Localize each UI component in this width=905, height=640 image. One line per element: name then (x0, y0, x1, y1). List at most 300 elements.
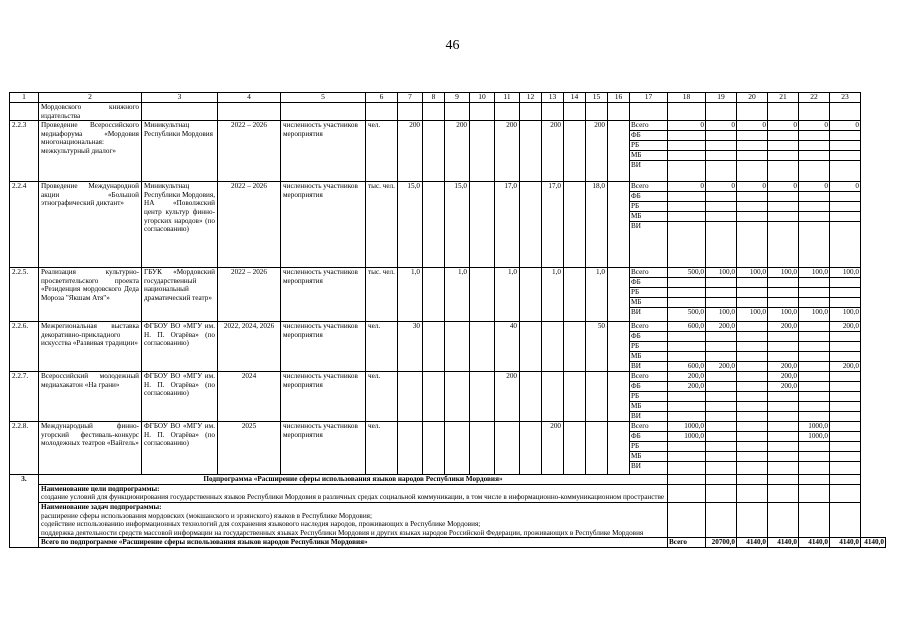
empty-cell (768, 103, 799, 121)
finance-value: 500,0 (668, 268, 706, 278)
finance-value (799, 212, 830, 222)
finance-value (830, 212, 861, 222)
finance-value (768, 222, 799, 268)
plan-value (564, 268, 586, 322)
activity-number: 2.2.3 (10, 121, 39, 182)
finance-value (768, 212, 799, 222)
finance-source: Всего (630, 268, 668, 278)
finance-value: 0 (799, 121, 830, 131)
finance-value (668, 332, 706, 342)
plan-value (520, 182, 542, 268)
plan-value (520, 268, 542, 322)
finance-source: ВИ (630, 462, 668, 475)
finance-value (706, 342, 737, 352)
finance-value (830, 141, 861, 151)
plan-value: 18,0 (586, 182, 608, 268)
subprogram-tasks (39, 502, 668, 537)
finance-value (799, 442, 830, 452)
finance-value (768, 412, 799, 422)
empty-cell (830, 484, 861, 502)
plan-value (398, 422, 423, 475)
header-row (10, 93, 886, 103)
header-cell: 23 (830, 93, 861, 103)
finance-value: 100,0 (706, 308, 737, 322)
header-cell: 18 (668, 93, 706, 103)
finance-value (706, 332, 737, 342)
task-item: поддержка деятельности средств массовой информации на государственных языках Республики Мордовия и других языках народов Российской Федерации, проживающих в Республике Мордовия (41, 528, 644, 537)
finance-value (768, 192, 799, 202)
finance-value (737, 161, 768, 182)
header-cell: 10 (470, 93, 495, 103)
plan-value: 200 (495, 121, 520, 182)
finance-value (668, 212, 706, 222)
activity-row (10, 422, 886, 432)
header-cell: 8 (423, 93, 445, 103)
finance-value (706, 161, 737, 182)
finance-value (668, 342, 706, 352)
finance-value (830, 151, 861, 161)
finance-value (830, 222, 861, 268)
empty-cell (630, 103, 668, 121)
empty-cell (737, 103, 768, 121)
finance-value: 200,0 (668, 372, 706, 382)
finance-source: ФБ (630, 382, 668, 392)
finance-source: МБ (630, 298, 668, 308)
plan-value: 200 (542, 121, 564, 182)
activity-executor: Миникультнац Республики Мордовия, НА «Поволжский центр культур финно-угорских народов» (по согласованию) (142, 182, 218, 268)
header-cell: 19 (706, 93, 737, 103)
finance-value (706, 212, 737, 222)
finance-value (737, 288, 768, 298)
finance-source: РБ (630, 342, 668, 352)
empty-cell (398, 103, 423, 121)
empty-cell (706, 502, 737, 537)
finance-source: ВИ (630, 222, 668, 268)
plan-value (470, 322, 495, 372)
finance-value (706, 352, 737, 362)
finance-value (706, 202, 737, 212)
finance-value (799, 222, 830, 268)
empty-cell (668, 484, 706, 502)
empty-cell (799, 484, 830, 502)
finance-value (668, 192, 706, 202)
plan-value (564, 372, 586, 422)
finance-value (706, 298, 737, 308)
finance-value (706, 422, 737, 432)
empty-cell (520, 103, 542, 121)
finance-value (706, 141, 737, 151)
finance-value (668, 392, 706, 402)
finance-value (668, 412, 706, 422)
header-cell: 6 (366, 93, 398, 103)
activity-unit: тыс. чел. (366, 268, 398, 322)
activity-period: 2022 – 2026 (218, 182, 281, 268)
header-cell: 15 (586, 93, 608, 103)
finance-value (799, 392, 830, 402)
empty-cell (366, 103, 398, 121)
header-cell: 17 (630, 93, 668, 103)
finance-value (737, 392, 768, 402)
empty-cell (706, 475, 737, 485)
activity-name: Проведение Международной акции «Большой этнографический диктант» (39, 182, 142, 268)
plan-value (423, 268, 445, 322)
finance-value (668, 131, 706, 141)
finance-source: ВИ (630, 362, 668, 372)
plan-value (564, 182, 586, 268)
finance-value (830, 332, 861, 342)
finance-value (768, 332, 799, 342)
finance-value (768, 352, 799, 362)
plan-value (398, 372, 423, 422)
header-cell: 13 (542, 93, 564, 103)
finance-value (737, 412, 768, 422)
finance-value (830, 288, 861, 298)
finance-value (737, 192, 768, 202)
finance-value (668, 202, 706, 212)
finance-value (768, 131, 799, 141)
empty-cell (768, 484, 799, 502)
finance-value: 0 (799, 182, 830, 192)
plan-value (445, 422, 470, 475)
header-cell: 9 (445, 93, 470, 103)
finance-value (737, 332, 768, 342)
finance-value (830, 412, 861, 422)
finance-value (668, 352, 706, 362)
finance-value (799, 342, 830, 352)
finance-value (830, 452, 861, 462)
finance-value (768, 462, 799, 475)
finance-value (768, 422, 799, 432)
finance-source: Всего (630, 182, 668, 192)
empty-cell (799, 103, 830, 121)
finance-value (706, 278, 737, 288)
finance-value: 100,0 (737, 308, 768, 322)
finance-value: 100,0 (737, 268, 768, 278)
finance-value: 200,0 (668, 382, 706, 392)
finance-value (737, 342, 768, 352)
activity-unit: чел. (366, 322, 398, 372)
plan-value (542, 372, 564, 422)
finance-value (830, 131, 861, 141)
activity-name: Реализация культурно-просветительского проекта «Резиденция мордовского Деда Мороза "Якшам Атя"» (39, 268, 142, 322)
activity-executor: Миникультнац Республики Мордовия (142, 121, 218, 182)
finance-value (830, 392, 861, 402)
header-cell: 1 (10, 93, 39, 103)
finance-value (799, 322, 830, 332)
empty-cell (768, 502, 799, 537)
finance-source: Всего (630, 121, 668, 131)
finance-value (737, 452, 768, 462)
total-value: 4140,0 (799, 538, 830, 548)
plan-value (608, 322, 630, 372)
plan-value (423, 422, 445, 475)
empty-cell (668, 475, 706, 485)
plan-value (608, 121, 630, 182)
continuation-text: Мордовского книжного издательства (39, 103, 142, 121)
subprogram-total-row (10, 538, 886, 548)
finance-value: 200,0 (768, 372, 799, 382)
subprogram-number: 3. (10, 475, 39, 548)
finance-value: 100,0 (830, 268, 861, 278)
finance-value (668, 288, 706, 298)
total-source: Всего (668, 538, 706, 548)
finance-value: 200,0 (768, 322, 799, 332)
empty-cell (281, 103, 366, 121)
empty-cell (830, 475, 861, 485)
finance-value (706, 131, 737, 141)
empty-cell (737, 484, 768, 502)
subprogram-goal (39, 484, 668, 502)
subprogram-title-row (10, 475, 886, 485)
finance-value (706, 402, 737, 412)
plan-value (445, 372, 470, 422)
finance-value (768, 278, 799, 288)
finance-value: 0 (737, 121, 768, 131)
finance-source: ФБ (630, 131, 668, 141)
subprogram-total-label: Всего по подпрограмме «Расширение сферы использования языков народов Республики Мордовия» (39, 538, 668, 548)
activity-executor: ФГБОУ ВО «МГУ им. Н. П. Огарёва» (по согласованию) (142, 322, 218, 372)
finance-source: РБ (630, 288, 668, 298)
empty-cell (799, 475, 830, 485)
empty-cell (423, 103, 445, 121)
plan-value: 200 (495, 372, 520, 422)
header-cell: 21 (768, 93, 799, 103)
finance-value (830, 342, 861, 352)
empty-cell (706, 103, 737, 121)
finance-value (737, 402, 768, 412)
empty-cell (668, 103, 706, 121)
plan-value: 30 (398, 322, 423, 372)
finance-value (737, 462, 768, 475)
finance-value: 200,0 (830, 322, 861, 332)
finance-value: 600,0 (668, 362, 706, 372)
empty-cell (668, 502, 706, 537)
activity-row (10, 268, 886, 278)
plan-value (608, 268, 630, 322)
finance-value (706, 462, 737, 475)
finance-value (706, 222, 737, 268)
finance-value (768, 392, 799, 402)
finance-value: 1000,0 (799, 432, 830, 442)
finance-value: 600,0 (668, 322, 706, 332)
header-cell: 20 (737, 93, 768, 103)
finance-value (799, 141, 830, 151)
activity-number: 2.2.7. (10, 372, 39, 422)
activity-number: 2.2.4 (10, 182, 39, 268)
finance-value (668, 222, 706, 268)
finance-value (706, 192, 737, 202)
finance-value (668, 298, 706, 308)
finance-value (830, 352, 861, 362)
finance-value (768, 202, 799, 212)
plan-value (520, 422, 542, 475)
finance-value (799, 372, 830, 382)
empty-cell (542, 103, 564, 121)
finance-source: ВИ (630, 412, 668, 422)
finance-value: 1000,0 (668, 432, 706, 442)
finance-value: 100,0 (768, 308, 799, 322)
finance-value (830, 402, 861, 412)
total-value: 4140,0 (737, 538, 768, 548)
finance-value (830, 382, 861, 392)
finance-value (768, 402, 799, 412)
plan-value: 200 (445, 121, 470, 182)
finance-source: РБ (630, 442, 668, 452)
finance-value (737, 382, 768, 392)
finance-source: ФБ (630, 192, 668, 202)
finance-value (799, 382, 830, 392)
finance-source: Всего (630, 322, 668, 332)
plan-value: 200 (542, 422, 564, 475)
finance-value (799, 278, 830, 288)
finance-value (668, 462, 706, 475)
empty-cell (737, 502, 768, 537)
plan-value (470, 372, 495, 422)
finance-value (737, 298, 768, 308)
activity-indicator: численность участников мероприятия (281, 121, 366, 182)
goal-label: Наименование цели подпрограммы: (41, 484, 160, 493)
finance-value (768, 141, 799, 151)
header-cell: 22 (799, 93, 830, 103)
plan-value: 200 (398, 121, 423, 182)
empty-cell (564, 103, 586, 121)
plan-value (520, 322, 542, 372)
total-value: 4140,0 (861, 538, 886, 548)
finance-value (799, 332, 830, 342)
finance-value (737, 151, 768, 161)
task-item: расширение сферы использования мордовских (мокшанского и эрзянского) языков в Республике Мордовия; (41, 511, 372, 520)
finance-value (768, 298, 799, 308)
plan-value (520, 121, 542, 182)
row-id-cell (10, 103, 39, 121)
activity-name: Проведение Всероссийского медиафорума «Мордовия многонациональная: межкультурный диалог» (39, 121, 142, 182)
activity-indicator: численность участников мероприятия (281, 372, 366, 422)
activity-executor: ФГБОУ ВО «МГУ им. Н. П. Огарёва» (по согласованию) (142, 372, 218, 422)
plan-value: 15,0 (398, 182, 423, 268)
finance-source: Всего (630, 372, 668, 382)
activity-indicator: численность участников мероприятия (281, 322, 366, 372)
plan-value: 1,0 (586, 268, 608, 322)
finance-value (830, 372, 861, 382)
activity-period: 2022, 2024, 2026 (218, 322, 281, 372)
finance-value (830, 192, 861, 202)
empty-cell (445, 103, 470, 121)
plan-value (542, 322, 564, 372)
plan-value (586, 372, 608, 422)
activity-executor: ГБУК «Мордовский государственный национальный драматический театр» (142, 268, 218, 322)
subprogram-title: Подпрограмма «Расширение сферы использования языков народов Республики Мордовия» (39, 475, 668, 485)
activity-unit: чел. (366, 121, 398, 182)
finance-value (737, 212, 768, 222)
activity-unit: чел. (366, 422, 398, 475)
finance-value (668, 442, 706, 452)
header-cell: 5 (281, 93, 366, 103)
finance-source: МБ (630, 402, 668, 412)
plan-value (520, 372, 542, 422)
finance-source: ВИ (630, 308, 668, 322)
empty-cell (737, 475, 768, 485)
finance-value (706, 452, 737, 462)
finance-value (706, 372, 737, 382)
header-cell: 16 (608, 93, 630, 103)
activity-period: 2025 (218, 422, 281, 475)
header-cell: 2 (39, 93, 142, 103)
finance-value (799, 202, 830, 212)
finance-value: 100,0 (799, 308, 830, 322)
finance-value: 0 (737, 182, 768, 192)
empty-cell (495, 103, 520, 121)
finance-value (706, 432, 737, 442)
finance-value (737, 222, 768, 268)
plan-value: 40 (495, 322, 520, 372)
finance-value: 500,0 (668, 308, 706, 322)
tasks-label: Наименование задач подпрограммы: (41, 502, 162, 511)
activity-unit: тыс. чел. (366, 182, 398, 268)
activity-row (10, 121, 886, 131)
activity-period: 2022 – 2026 (218, 121, 281, 182)
finance-value (737, 372, 768, 382)
finance-value (830, 161, 861, 182)
header-cell: 14 (564, 93, 586, 103)
finance-value (768, 151, 799, 161)
plan-value: 1,0 (445, 268, 470, 322)
plan-value (423, 121, 445, 182)
finance-value (768, 442, 799, 452)
finance-value (830, 432, 861, 442)
task-item: содействие использованию информационных технологий для сохранения языкового наследия народов, проживающих в Республике Мордовия; (41, 520, 481, 529)
plan-value (423, 372, 445, 422)
empty-cell (830, 103, 861, 121)
activity-period: 2022 – 2026 (218, 268, 281, 322)
finance-value (668, 161, 706, 182)
finance-value (737, 141, 768, 151)
plan-value: 1,0 (495, 268, 520, 322)
plan-value: 17,0 (495, 182, 520, 268)
finance-value (830, 298, 861, 308)
finance-value (668, 452, 706, 462)
finance-value (737, 432, 768, 442)
subprogram-goal-row (10, 484, 886, 502)
finance-source: РБ (630, 141, 668, 151)
plan-value (564, 422, 586, 475)
finance-value: 0 (668, 182, 706, 192)
plan-value (608, 372, 630, 422)
header-cell: 12 (520, 93, 542, 103)
finance-value (737, 202, 768, 212)
finance-value: 1000,0 (799, 422, 830, 432)
empty-cell (799, 502, 830, 537)
finance-value: 200,0 (768, 362, 799, 372)
finance-value (799, 402, 830, 412)
finance-value: 200,0 (768, 382, 799, 392)
finance-value: 0 (768, 182, 799, 192)
plan-value (470, 268, 495, 322)
finance-value: 100,0 (706, 268, 737, 278)
finance-value (799, 161, 830, 182)
finance-value: 100,0 (830, 308, 861, 322)
finance-value (799, 362, 830, 372)
plan-value: 1,0 (542, 268, 564, 322)
finance-value (706, 382, 737, 392)
plan-value (423, 322, 445, 372)
finance-value: 0 (830, 182, 861, 192)
finance-value (830, 442, 861, 452)
activity-row (10, 182, 886, 192)
finance-source: МБ (630, 352, 668, 362)
finance-source: МБ (630, 212, 668, 222)
empty-cell (608, 103, 630, 121)
finance-value (799, 151, 830, 161)
